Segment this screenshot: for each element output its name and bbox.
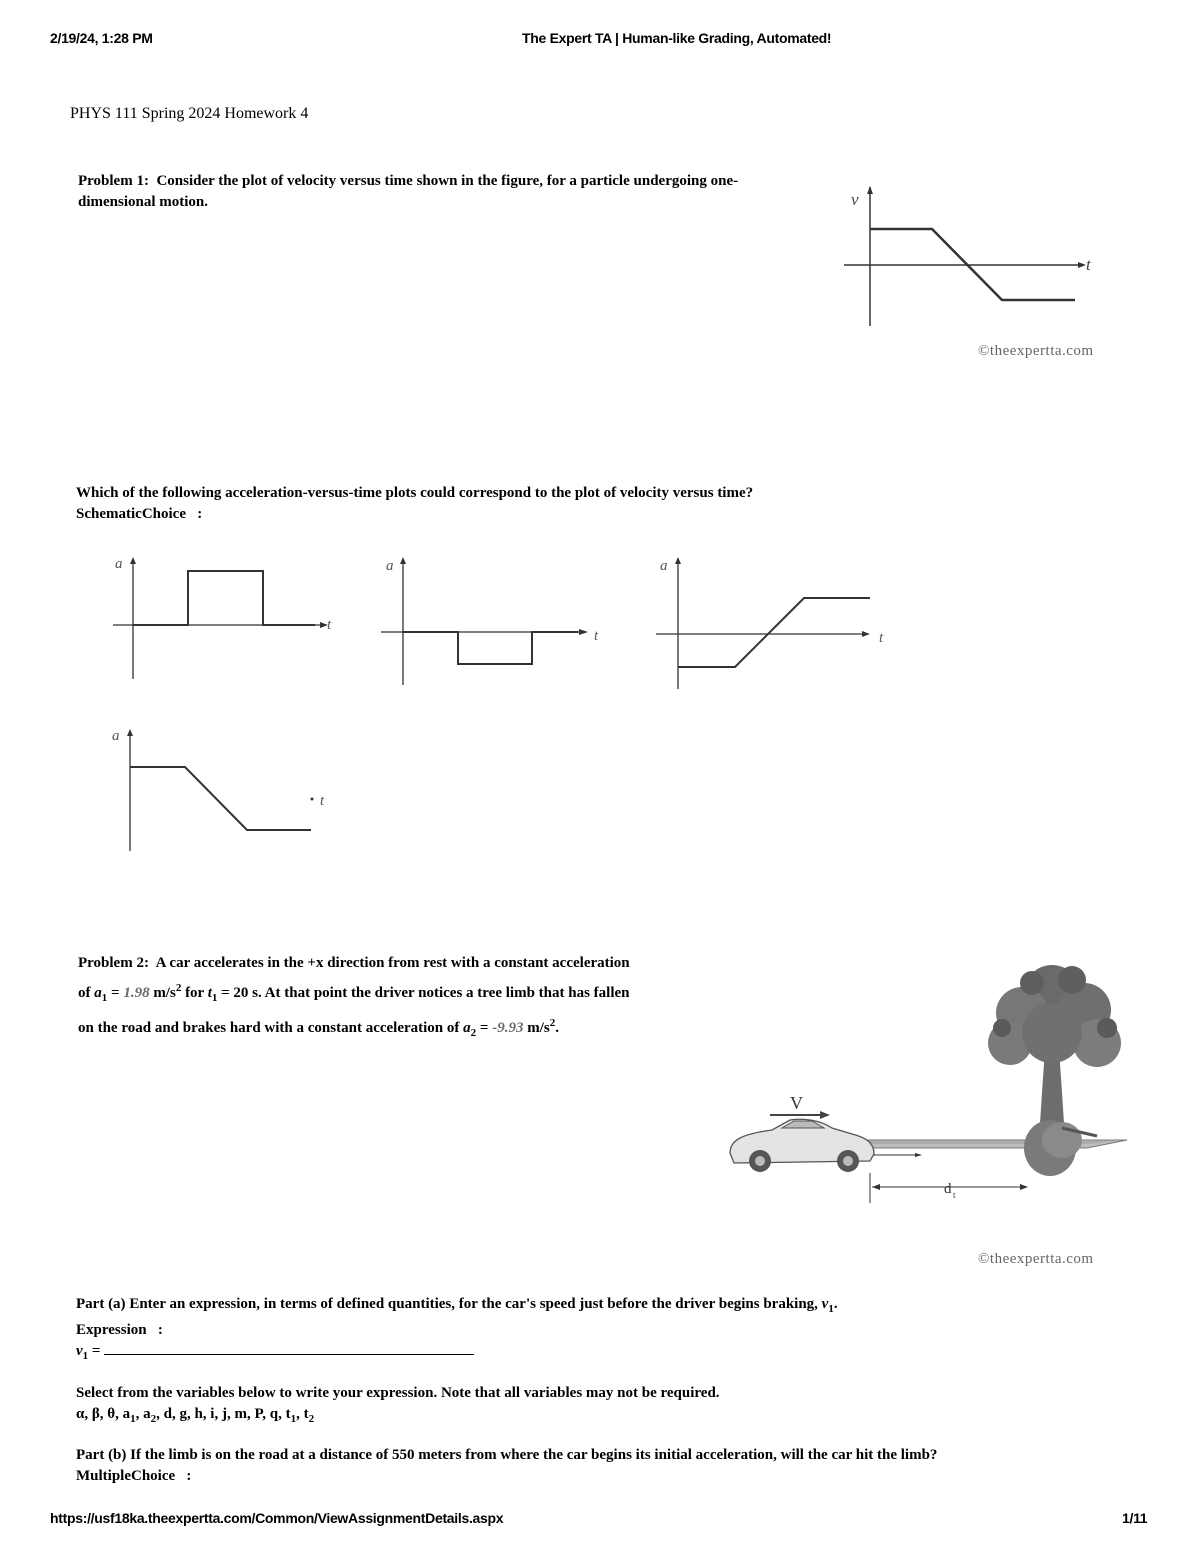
part-b-text: If the limb is on the road at a distance of 550 meters from where the car begins its initial acceleration, will the car hit the limb? — [130, 1447, 938, 1463]
v1-answer-field[interactable] — [104, 1342, 474, 1355]
part-b-block: Part (b) If the limb is on the road at a distance of 550 meters from where the car begins its initial acceleration, will the car hit the limb? MultipleChoice : — [76, 1447, 938, 1484]
problem1-label: Problem 1: — [78, 173, 149, 189]
choice-1-y-label: a — [115, 556, 123, 572]
choice-3-y-label: a — [660, 558, 668, 574]
choice-plot-3[interactable] — [650, 553, 900, 693]
distance-label: d — [944, 1181, 952, 1197]
answer-type-label: SchematicChoice — [76, 506, 186, 522]
variables-instruction: Select from the variables below to write your expression. Note that all variables may not be required. — [76, 1385, 720, 1401]
print-page-title: The Expert TA | Human-like Grading, Automated! — [522, 30, 832, 46]
watermark: ©theexpertta.com — [978, 343, 1094, 359]
part-a-text: Enter an expression, in terms of defined quantities, for the car's speed just before the driver begins braking, — [129, 1296, 818, 1312]
choice-plot-1[interactable] — [105, 553, 345, 683]
choice-3-x-label: t — [879, 630, 884, 646]
distance-label-sub: t — [953, 1190, 956, 1200]
choice-4-y-label: a — [112, 728, 120, 744]
velocity-axis-label: v — [851, 190, 859, 209]
time-axis-label: t — [1086, 255, 1091, 274]
problem1-statement — [78, 171, 838, 213]
choice-1-x-label: t — [327, 617, 332, 633]
variables-block — [76, 1383, 1176, 1430]
part-a-block: Part (a) Enter an expression, in terms of defined quantities, for the car's speed just before the driver begins braking, $v_1$. Expression : $v_1$ = — [76, 1296, 838, 1362]
a1-value: 1.98 — [123, 985, 150, 1001]
choice-plot-2[interactable] — [378, 553, 618, 688]
print-page-number: 1/11 — [1122, 1510, 1148, 1526]
velocity-label: V — [790, 1093, 803, 1113]
part-b-label: Part (b) — [76, 1447, 127, 1463]
problem2-label: Problem 2: — [78, 955, 149, 971]
a2-value: -9.93 — [492, 1020, 524, 1036]
choice-2-x-label: t — [594, 628, 599, 644]
car-tree-figure — [712, 958, 1132, 1208]
problem1-text-line1: Consider the plot of velocity versus time shown in the figure, for a particle undergoing one- — [156, 173, 739, 189]
car-icon — [730, 1119, 874, 1172]
choice-2-y-label: a — [386, 558, 394, 574]
velocity-time-figure — [838, 182, 1100, 332]
choice-plot-4[interactable] — [105, 725, 345, 855]
watermark-2: ©theexpertta.com — [978, 1251, 1094, 1267]
problem1-question-block: Which of the following acceleration-versus-time plots could correspond to the plot of velocity versus time? SchematicChoice : — [76, 485, 754, 522]
problem2-statement: Problem 2: A car accelerates in the +x direction from rest with a constant acceleration of $a_1 = 1.98$ $m/s^2$ for $t_1 = 20$ s. At that point the driver notices a tree limb that has fallen on the road and brakes hard with a constant acceleration of $a_2 = -9.93$ $m/s^2$. — [78, 955, 630, 1039]
part-b-answer-type: MultipleChoice — [76, 1468, 176, 1484]
print-url: https://usf18ka.theexpertta.com/Common/ViewAssignmentDetails.aspx — [50, 1510, 504, 1526]
course-title: PHYS 111 Spring 2024 Homework 4 — [70, 105, 309, 122]
problem1-text-line2: dimensional motion. — [78, 194, 209, 210]
part-a-answer-type: Expression — [76, 1322, 147, 1338]
variables-list: α, β, θ, $a_1$, $a_2$, d, g, h, i, j, m, P, q, $t_1$, $t_2$ — [76, 1406, 315, 1425]
part-a-label: Part (a) — [76, 1296, 126, 1312]
choice-4-x-label: t — [320, 793, 325, 809]
print-datetime: 2/19/24, 1:28 PM — [50, 30, 153, 46]
problem1-question: Which of the following acceleration-versus-time plots could correspond to the plot of velocity versus time? — [76, 485, 754, 501]
tree-icon — [988, 965, 1121, 1067]
